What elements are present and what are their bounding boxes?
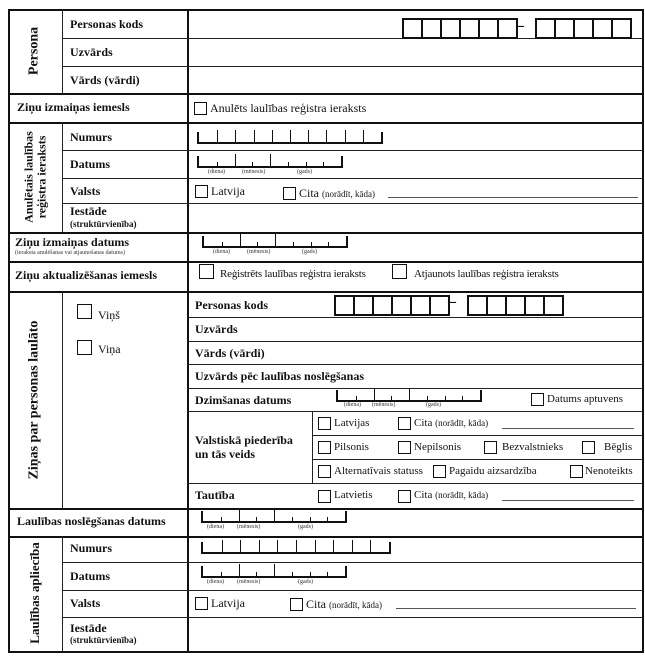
divider — [312, 459, 642, 460]
comb-tick — [222, 242, 223, 246]
divider — [187, 411, 642, 412]
cita-label — [299, 186, 375, 201]
comb-tick — [259, 540, 260, 552]
v-cita-checkbox[interactable] — [398, 417, 411, 430]
digit-box[interactable] — [488, 297, 507, 314]
a-numurs-comb-input[interactable] — [201, 542, 391, 554]
atjaunots-label: Atjaunots laulības reģistra ieraksts — [414, 268, 559, 280]
label-dzimsanas: Dzimšanas datums — [195, 393, 292, 407]
comb-tick — [310, 572, 311, 576]
comb-tick — [409, 388, 410, 400]
digit-box[interactable] — [526, 297, 545, 314]
latvija-label: Latvija — [211, 184, 245, 198]
cita-checkbox[interactable] — [283, 187, 296, 200]
comb-tick — [356, 396, 357, 400]
divider — [62, 122, 63, 232]
label-l-uzvards-pec: Uzvārds pēc laulības noslēgšanas — [195, 369, 365, 383]
comb-tick — [345, 130, 346, 142]
label-noslegsanas: Laulības noslēgšanas datums — [17, 514, 166, 528]
numurs-comb-input[interactable] — [197, 132, 383, 144]
label-numurs: Numurs — [70, 130, 113, 144]
comb-tick — [270, 154, 271, 166]
day-label: (diena) — [213, 249, 230, 255]
divider — [62, 9, 63, 93]
digit-box[interactable] — [594, 20, 613, 37]
divider — [62, 150, 642, 151]
section-anuletais — [22, 130, 47, 225]
bezvalstnieks-checkbox[interactable] — [484, 441, 497, 454]
a-latvija-label: Latvija — [211, 596, 245, 610]
t-cita-label — [414, 489, 488, 501]
pagaidu-label: Pagaidu aizsardzība — [449, 465, 537, 477]
comb-tick — [277, 540, 278, 552]
a-cita-label — [306, 597, 382, 612]
pilsonis-label: Pilsonis — [334, 441, 369, 453]
comb-tick — [288, 162, 289, 166]
t-cita-note: (norādīt, kāda) — [435, 490, 489, 500]
nepilsonis-checkbox[interactable] — [398, 441, 411, 454]
comb-tick — [292, 572, 293, 576]
vina-checkbox[interactable] — [77, 340, 92, 355]
v-cita-input[interactable] — [502, 428, 634, 429]
pilsonis-checkbox[interactable] — [318, 441, 331, 454]
izmainas-datums-comb-input[interactable] — [202, 236, 348, 248]
divider — [8, 291, 642, 293]
digit-box[interactable] — [374, 297, 393, 314]
digit-box[interactable] — [393, 297, 412, 314]
cita-note: (norādīt, kāda) — [322, 189, 375, 199]
vards-input[interactable] — [189, 67, 641, 92]
comb-tick — [328, 242, 329, 246]
label-uzvards: Uzvārds — [70, 45, 113, 59]
digit-box[interactable] — [336, 297, 355, 314]
label-personas-kods: Personas kods — [70, 17, 144, 31]
digit-box[interactable] — [575, 20, 594, 37]
year-label: (gads) — [426, 402, 441, 408]
comb-tick — [217, 162, 218, 166]
latvija-checkbox[interactable] — [195, 185, 208, 198]
dash: – — [448, 293, 456, 310]
latvietis-checkbox[interactable] — [318, 490, 331, 503]
divider — [62, 536, 63, 651]
comb-tick — [257, 242, 258, 246]
comb-tick — [333, 540, 334, 552]
day-label: (diena) — [207, 579, 224, 585]
uzvards-input[interactable] — [189, 39, 641, 65]
divider — [8, 232, 642, 234]
a-iestade-input[interactable] — [189, 618, 641, 649]
comb-tick — [256, 572, 257, 576]
a-cita-note: (norādīt, kāda) — [329, 600, 382, 610]
label-a-valsts: Valsts — [70, 596, 101, 610]
label-a-iestade: Iestāde — [70, 621, 107, 635]
label-valstiska: Valstiskā piederība — [195, 433, 293, 447]
comb-tick — [370, 540, 371, 552]
comb-tick — [374, 388, 375, 400]
label-a-numurs: Numurs — [70, 541, 113, 555]
digit-box[interactable] — [507, 297, 526, 314]
label-a-iestade-sub: (struktūrvienība) — [70, 635, 137, 645]
label-datums: Datums — [70, 157, 111, 171]
comb-tick — [217, 130, 218, 142]
digit-box[interactable] — [556, 20, 575, 37]
comb-tick — [315, 540, 316, 552]
comb-tick — [235, 154, 236, 166]
comb-tick — [239, 564, 240, 576]
anulets-label: Anulēts laulības reģistra ieraksts — [210, 101, 367, 115]
label-vards: Vārds (vārdi) — [70, 73, 140, 87]
comb-tick — [310, 517, 311, 521]
comb-tick — [296, 540, 297, 552]
comb-tick — [306, 162, 307, 166]
nenoteikts-checkbox[interactable] — [570, 465, 583, 478]
label-a-datums: Datums — [70, 569, 111, 583]
cita-input[interactable] — [388, 197, 638, 198]
latvijas-label: Latvijas — [334, 417, 370, 429]
digit-box[interactable] — [412, 297, 431, 314]
digit-box[interactable] — [545, 297, 564, 314]
nenoteikts-label: Nenoteikts — [585, 465, 633, 477]
datums-comb-input[interactable] — [197, 156, 343, 168]
month-label: (mēnesis) — [237, 524, 261, 530]
dzimsanas-comb-input[interactable] — [336, 390, 482, 402]
month-label: (mēnesis) — [247, 249, 271, 255]
comb-tick — [292, 517, 293, 521]
label-aktualizesanas: Ziņu aktualizēšanas iemesls — [15, 268, 158, 282]
month-label: (mēnesis) — [237, 579, 261, 585]
v-cita-text: Cita — [414, 417, 433, 429]
latvietis-label: Latvietis — [334, 489, 373, 501]
registrets-checkbox[interactable] — [199, 264, 214, 279]
alternativais-label: Alternatīvais statuss — [334, 465, 423, 477]
izmainas-datums-sub: (ieraksta anulēšanas vai atjaunošanas datums) — [15, 250, 125, 256]
label-iestade-sub: (struktūrvienība) — [70, 219, 137, 229]
aptuvens-label: Datums aptuvens — [547, 393, 624, 405]
divider — [8, 508, 642, 510]
comb-tick — [275, 234, 276, 246]
divider — [8, 261, 642, 263]
digit-box[interactable] — [613, 20, 632, 37]
divider — [187, 317, 642, 318]
divider — [187, 388, 642, 389]
anulets-checkbox[interactable] — [194, 102, 207, 115]
label-tautiba: Tautība — [195, 488, 235, 502]
comb-tick — [221, 572, 222, 576]
label-valstiska2: un tās veids — [195, 447, 256, 461]
divider — [312, 435, 642, 436]
digit-box[interactable] — [469, 297, 488, 314]
section-laulatais: Ziņas par personas laulāto — [26, 320, 42, 480]
divider — [62, 291, 63, 508]
divider — [8, 93, 642, 95]
divider — [187, 341, 642, 342]
t-cita-input[interactable] — [502, 500, 634, 501]
comb-tick — [252, 162, 253, 166]
label-l-vards: Vārds (vārdi) — [195, 346, 265, 360]
comb-tick — [256, 517, 257, 521]
comb-tick — [254, 130, 255, 142]
day-label: (diena) — [208, 169, 225, 175]
personas-kods-part2-input[interactable] — [535, 18, 632, 39]
month-label: (mēnesis) — [372, 402, 396, 408]
digit-box[interactable] — [355, 297, 374, 314]
comb-tick — [427, 396, 428, 400]
digit-box[interactable] — [442, 20, 461, 37]
digit-box[interactable] — [461, 20, 480, 37]
alternativais-checkbox[interactable] — [318, 465, 331, 478]
comb-tick — [327, 572, 328, 576]
divider — [187, 9, 189, 651]
comb-tick — [391, 396, 392, 400]
a-cita-checkbox[interactable] — [290, 598, 303, 611]
label-l-personas-kods: Personas kods — [195, 298, 269, 312]
digit-box[interactable] — [423, 20, 442, 37]
label-izmainas-datums: Ziņu izmaiņas datums — [15, 235, 130, 249]
cita-text: Cita — [299, 186, 319, 200]
comb-tick — [222, 540, 223, 552]
comb-tick — [290, 130, 291, 142]
comb-tick — [221, 517, 222, 521]
day-label: (diena) — [207, 524, 224, 530]
comb-tick — [462, 396, 463, 400]
latvijas-checkbox[interactable] — [318, 417, 331, 430]
comb-tick — [274, 564, 275, 576]
day-label: (diena) — [344, 402, 361, 408]
comb-tick — [445, 396, 446, 400]
comb-tick — [240, 234, 241, 246]
divider — [8, 122, 642, 124]
v-cita-note: (norādīt, kāda) — [435, 418, 489, 428]
bezvalstnieks-label: Bezvalstnieks — [502, 441, 564, 453]
a-cita-text: Cita — [306, 597, 326, 611]
aptuvens-checkbox[interactable] — [531, 393, 544, 406]
dash: – — [516, 17, 524, 34]
a-latvija-checkbox[interactable] — [195, 597, 208, 610]
year-label: (gads) — [298, 524, 313, 530]
divider — [187, 483, 642, 484]
comb-tick — [308, 130, 309, 142]
noslegsanas-comb-input[interactable] — [201, 511, 347, 523]
pagaidu-checkbox[interactable] — [433, 465, 446, 478]
t-cita-checkbox[interactable] — [398, 490, 411, 503]
registrets-label: Reģistrēts laulības reģistra ieraksts — [220, 268, 366, 280]
l-personas-kods-part2-input[interactable] — [467, 295, 564, 316]
label-l-uzvards: Uzvārds — [195, 322, 238, 336]
vins-checkbox[interactable] — [77, 304, 92, 319]
comb-tick — [311, 242, 312, 246]
atjaunots-checkbox[interactable] — [392, 264, 407, 279]
divider — [62, 562, 642, 563]
beglis-label: Bēglis — [604, 441, 633, 453]
comb-tick — [239, 509, 240, 521]
digit-box[interactable] — [480, 20, 499, 37]
t-cita-text: Cita — [414, 489, 433, 501]
a-cita-input[interactable] — [396, 608, 636, 609]
vins-label: Viņš — [98, 308, 120, 322]
label-iestade: Iestāde — [70, 204, 107, 218]
year-label: (gads) — [298, 579, 313, 585]
comb-tick — [363, 130, 364, 142]
personas-kods-part1-input[interactable] — [402, 18, 518, 39]
divider — [8, 536, 642, 538]
nepilsonis-label: Nepilsonis — [414, 441, 462, 453]
comb-tick — [293, 242, 294, 246]
comb-tick — [352, 540, 353, 552]
section-anuletais-text: Anulētais laulības reģistra ieraksts — [21, 131, 48, 223]
divider — [312, 411, 313, 483]
iestade-input[interactable] — [189, 204, 641, 231]
comb-tick — [323, 162, 324, 166]
l-personas-kods-part1-input[interactable] — [334, 295, 450, 316]
comb-tick — [235, 130, 236, 142]
comb-tick — [240, 540, 241, 552]
digit-box[interactable] — [404, 20, 423, 37]
comb-tick — [272, 130, 273, 142]
year-label: (gads) — [302, 249, 317, 255]
comb-tick — [274, 509, 275, 521]
month-label: (mēnesis) — [242, 169, 266, 175]
section-apliecība: Laulības apliecība — [27, 542, 43, 644]
comb-tick — [327, 517, 328, 521]
label-izmainas-iemesls: Ziņu izmaiņas iemesls — [17, 100, 130, 114]
year-label: (gads) — [297, 169, 312, 175]
a-datums-comb-input[interactable] — [201, 566, 347, 578]
v-cita-label — [414, 417, 488, 429]
divider — [62, 590, 642, 591]
divider — [62, 178, 642, 179]
comb-tick — [326, 130, 327, 142]
section-persona: Persona — [26, 26, 42, 76]
vina-label: Viņa — [98, 342, 121, 356]
digit-box[interactable] — [537, 20, 556, 37]
divider — [187, 364, 642, 365]
label-valsts: Valsts — [70, 184, 101, 198]
beglis-checkbox[interactable] — [582, 441, 595, 454]
